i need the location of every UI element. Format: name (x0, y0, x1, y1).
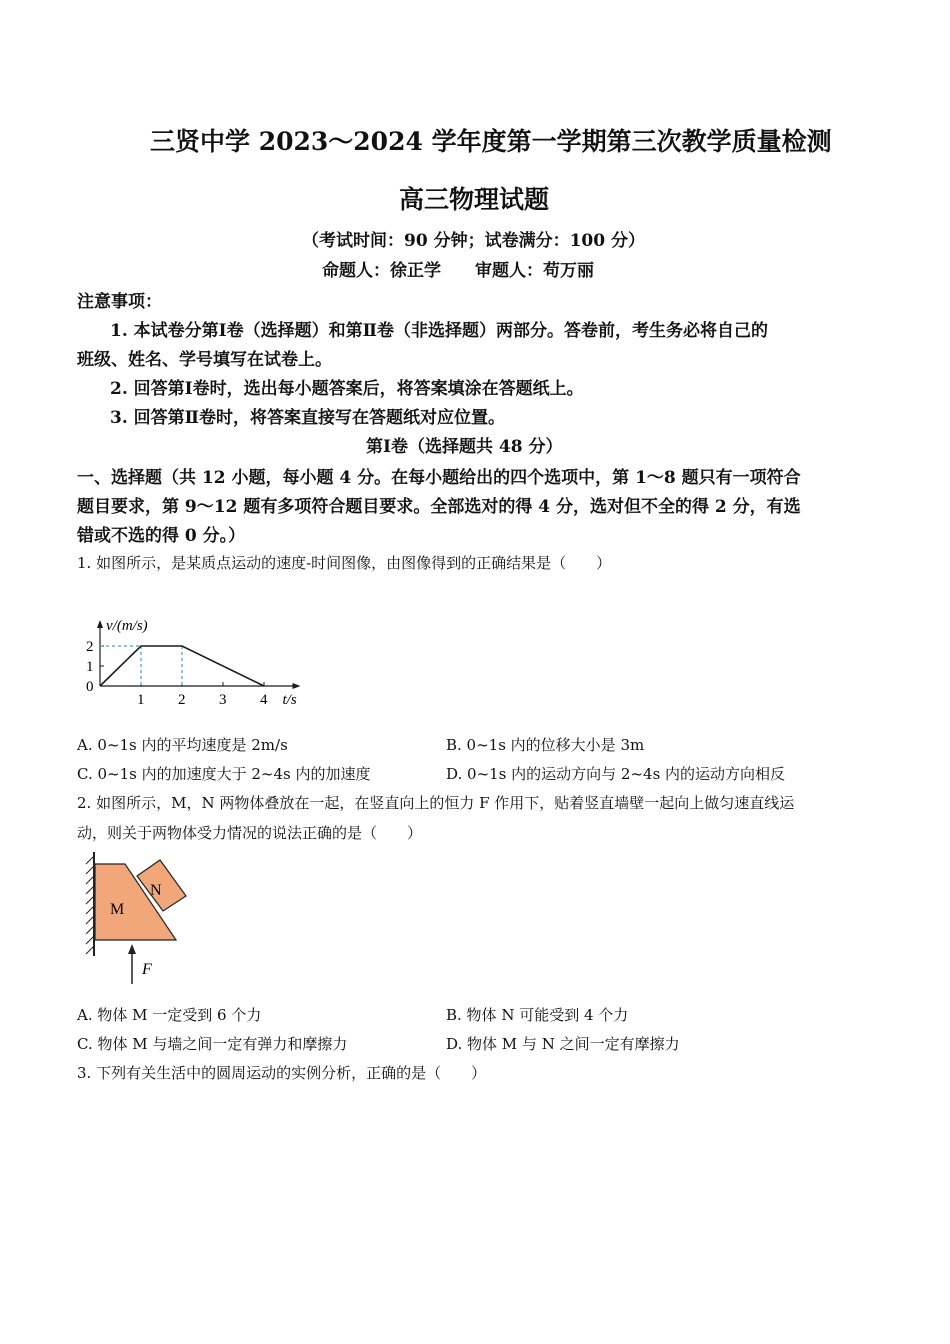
q1-option-c: C. 0~1s 内的加速度大于 2~4s 内的加速度 (77, 765, 371, 783)
section-intro-2: 题目要求，第 9～12 题有多项符合题目要求。全部选对的得 4 分，选对但不全的得 2 分，有选 (77, 497, 801, 517)
label-n: N (150, 882, 162, 899)
q2-option-c: C. 物体 M 与墙之间一定有弹力和摩擦力 (77, 1035, 348, 1053)
force-arrowhead (128, 944, 136, 954)
notes-heading: 注意事项： (77, 292, 162, 312)
section-intro-1: 一、选择题（共 12 小题，每小题 4 分。在每小题给出的四个选项中，第 1～8 题只有一项符合 (77, 468, 801, 488)
subject-title: 高三物理试题 (399, 185, 550, 214)
q3-stem: 3. 下列有关生活中的圆周运动的实例分析，正确的是（ ） (77, 1064, 487, 1082)
q1-option-d: D. 0~1s 内的运动方向与 2~4s 内的运动方向相反 (446, 765, 786, 783)
q2-stem-2: 动，则关于两物体受力情况的说法正确的是（ ） (77, 824, 423, 842)
note-item-1: 1. 本试卷分第Ⅰ卷（选择题）和第Ⅱ卷（非选择题）两部分。答卷前，考生务必将自己的 (110, 321, 768, 341)
authors: 命题人：徐正学 审题人：苟万丽 (322, 261, 594, 281)
note-item-2: 2. 回答第Ⅰ卷时，选出每小题答案后，将答案填涂在答题纸上。 (110, 379, 584, 399)
exam-info: （考试时间：90 分钟；试卷满分：100 分） (302, 231, 645, 251)
origin-label: 0 (86, 679, 94, 695)
section-title: 第Ⅰ卷（选择题共 48 分） (366, 437, 563, 457)
exam-title: 三贤中学 2023～2024 学年度第一学期第三次教学质量检测 (150, 127, 832, 156)
label-m: M (110, 901, 125, 918)
wall-hatching (86, 856, 94, 954)
velocity-time-graph (74, 578, 314, 713)
x-tick-label: 3 (219, 692, 227, 708)
q1-option-a: A. 0~1s 内的平均速度是 2m/s (77, 736, 288, 754)
q2-option-a: A. 物体 M 一定受到 6 个力 (77, 1006, 262, 1024)
q1-option-b: B. 0~1s 内的位移大小是 3m (446, 736, 645, 754)
blocks-diagram (78, 848, 198, 988)
x-axis-label: t/s (282, 692, 297, 708)
y-axis-label: v/(m/s) (106, 618, 148, 634)
y-tick-label: 2 (86, 639, 94, 655)
x-tick-label: 1 (137, 692, 145, 708)
q2-option-d: D. 物体 M 与 N 之间一定有摩擦力 (446, 1035, 680, 1053)
x-tick-label: 2 (178, 692, 186, 708)
q1-stem: 1. 如图所示，是某质点运动的速度-时间图像，由图像得到的正确结果是（ ） (77, 554, 612, 572)
x-axis-arrow (293, 683, 301, 689)
x-tick-label: 4 (260, 692, 268, 708)
label-f: F (142, 961, 152, 978)
note-item-3: 3. 回答第Ⅱ卷时，将答案直接写在答题纸对应位置。 (110, 408, 505, 428)
section-intro-3: 错或不选的得 0 分。） (77, 526, 246, 546)
y-axis-arrow (97, 620, 103, 628)
y-tick-label: 1 (86, 659, 94, 675)
q2-option-b: B. 物体 N 可能受到 4 个力 (446, 1006, 629, 1024)
note-item-1-cont: 班级、姓名、学号填写在试卷上。 (77, 350, 332, 370)
q2-stem-1: 2. 如图所示，M，N 两物体叠放在一起，在竖直向上的恒力 F 作用下，贴着竖直墙壁一起向上做匀速直线运 (77, 794, 795, 812)
